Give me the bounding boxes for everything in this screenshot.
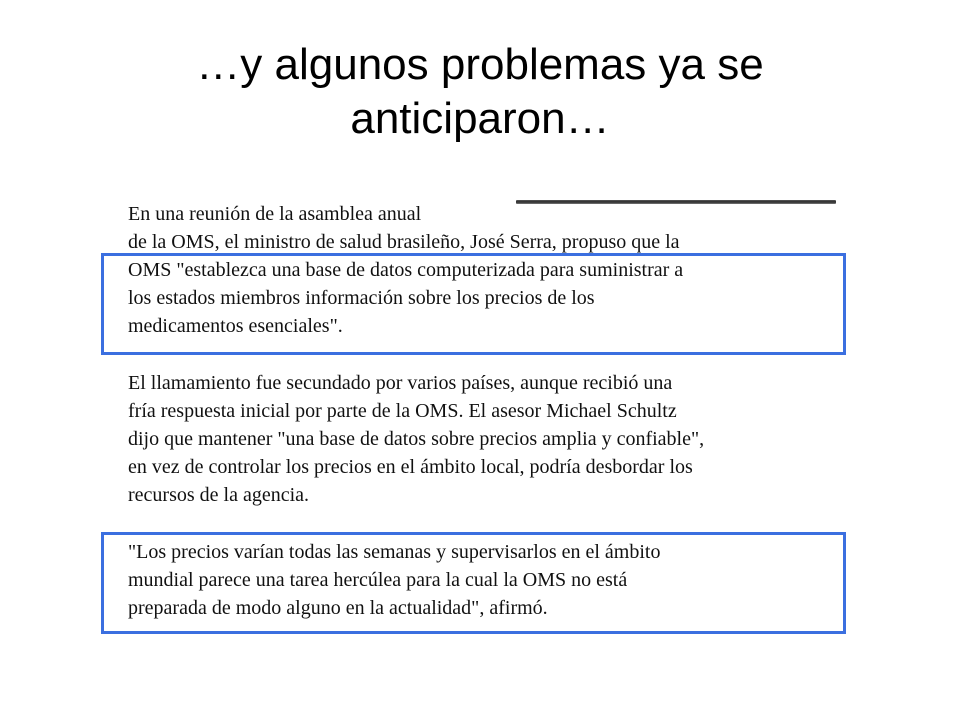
paragraph-1-line: los estados miembros información sobre los precios de los [128,287,595,309]
slide-title-line-2: anticiparon… [350,94,610,143]
highlight-box-proposal [101,253,846,355]
paragraph-1-line: En una reunión de la asamblea anual [128,203,422,225]
paragraph-2-line: recursos de la agencia. [128,484,310,506]
slide-title-line-1: …y algunos problemas ya se [196,40,764,89]
paragraph-2-line: en vez de controlar los precios en el ámbito local, podría desbordar los [128,456,693,478]
paragraph-1-line: OMS "establezca una base de datos computerizada para suministrar a [128,259,684,281]
paragraph-1-line: medicamentos esenciales". [128,315,343,337]
clipping-header-rule [516,200,836,204]
paragraph-2-line: dijo que mantener "una base de datos sobre precios amplia y confiable", [128,428,705,450]
paragraph-1-line: de la OMS, el ministro de salud brasileño, José Serra, propuso que la [128,231,680,253]
paragraph-3-line: mundial parece una tarea hercúlea para la cual la OMS no está [128,569,628,591]
paragraph-3-line: "Los precios varían todas las semanas y supervisarlos en el ámbito [128,541,661,563]
paragraph-2-line: El llamamiento fue secundado por varios países, aunque recibió una [128,372,673,394]
paragraph-3-line: preparada de modo alguno en la actualidad", afirmó. [128,597,548,619]
paragraph-2-line: fría respuesta inicial por parte de la OMS. El asesor Michael Schultz [128,400,677,422]
highlight-box-quote [101,532,846,634]
